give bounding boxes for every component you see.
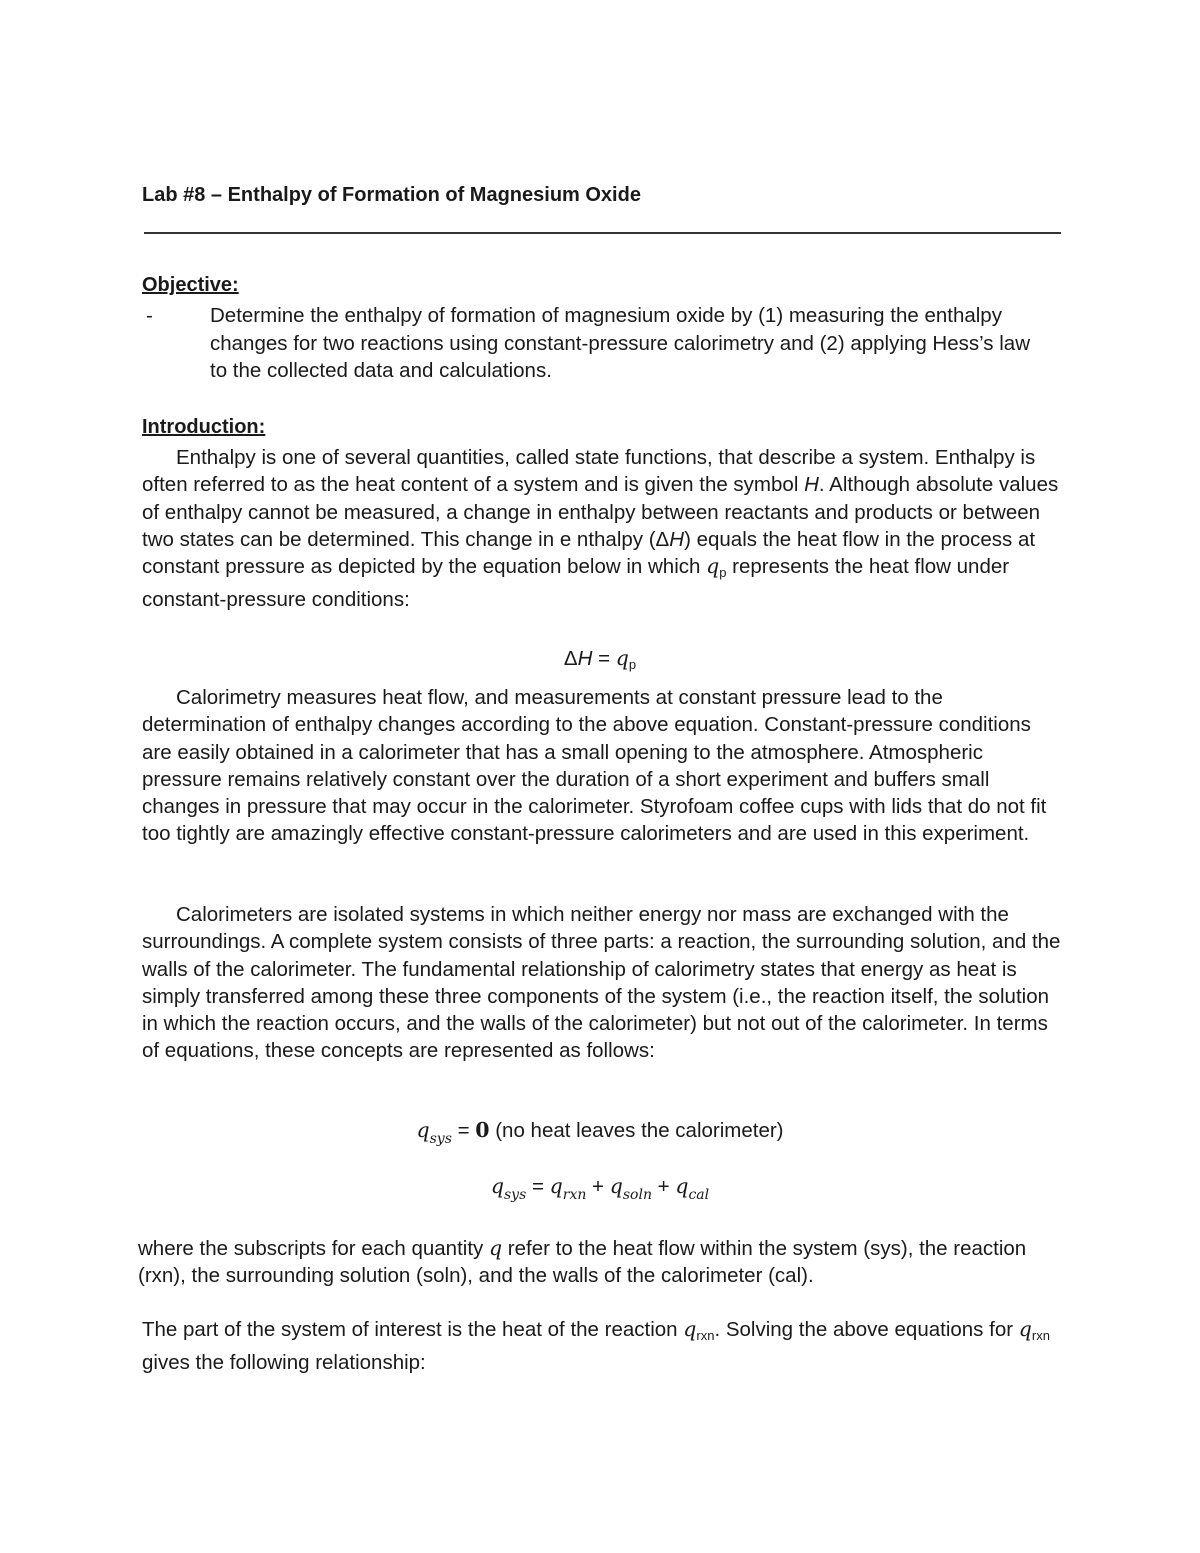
bullet-dash: - (146, 304, 153, 327)
enthalpy-equation: $\Delta H = q_p$ (563, 646, 637, 672)
qsys-sum-equation: $q_{sys} = q_{rxn} + q_{soln} + q_{cal}$ (490, 1174, 710, 1203)
intro-paragraph-1: Enthalpy is one of several quantities, called state functions, that describe a system. Enthalpy is often referred to as the heat content of a system and is given the symbol H. Although absolute values of enthalpy cannot be measured, a change in enthalpy between reactants and products or between two states can be determined. This change in e nthalpy (ΔH) equals the heat flow in the process at constant pressure as depicted by the equation below in which $q_p$ represents the heat flow under constant-pressure conditions: (142, 446, 1059, 612)
title-divider (144, 232, 1061, 234)
qsys-zero-equation: $q_{sys} = 0$ (no heat leaves the calorimeter) (416, 1118, 784, 1147)
introduction-heading: Introduction: (142, 416, 266, 438)
intro-paragraph-2: Calorimetry measures heat flow, and measurements at constant pressure lead to the determination of enthalpy changes according to the above equation. Constant-pressure conditions are easily obtained in a calorimeter that has a small opening to the atmosphere. Atmospheric pressure remains relatively constant over the duration of a short experiment and buffers small changes in pressure that may occur in the calorimeter. Styrofoam coffee cups with lids that do not fit too tightly are amazingly effective constant-pressure calorimeters and are used in this experiment. (142, 686, 1047, 846)
document-title: Lab #8 – Enthalpy of Formation of Magnesium Oxide (142, 184, 641, 206)
objective-heading: Objective: (142, 274, 239, 296)
objective-list (142, 302, 1042, 385)
objective-text: Determine the enthalpy of formation of magnesium oxide by (1) measuring the enthalpy changes for two reactions using constant-pressure calorimetry and (2) applying Hess’s law to the collected data and calculations. (210, 304, 1031, 382)
list-item (142, 302, 1042, 385)
intro-paragraph-4: where the subscripts for each quantity q refer to the heat flow within the system (sys), the reaction (rxn), the surrounding solution (soln), and the walls of the calorimeter (cal). (138, 1236, 1027, 1288)
intro-paragraph-3: Calorimeters are isolated systems in which neither energy nor mass are exchanged with the surroundings. A complete system consists of three parts: a reaction, the surrounding solution, and the walls of the calorimeter. The fundamental relationship of calorimetry states that energy as heat is simply transferred among these three components of the system (i.e., the reaction itself, the solution in which the reaction occurs, and the walls of the calorimeter) but not out of the calorimeter. In terms of equations, these concepts are represented as follows: (142, 903, 1061, 1063)
intro-paragraph-5: The part of the system of interest is the heat of the reaction $q_{rxn}$. Solving the above equations for $q_{rxn}$ gives the following relationship: (142, 1317, 1050, 1375)
